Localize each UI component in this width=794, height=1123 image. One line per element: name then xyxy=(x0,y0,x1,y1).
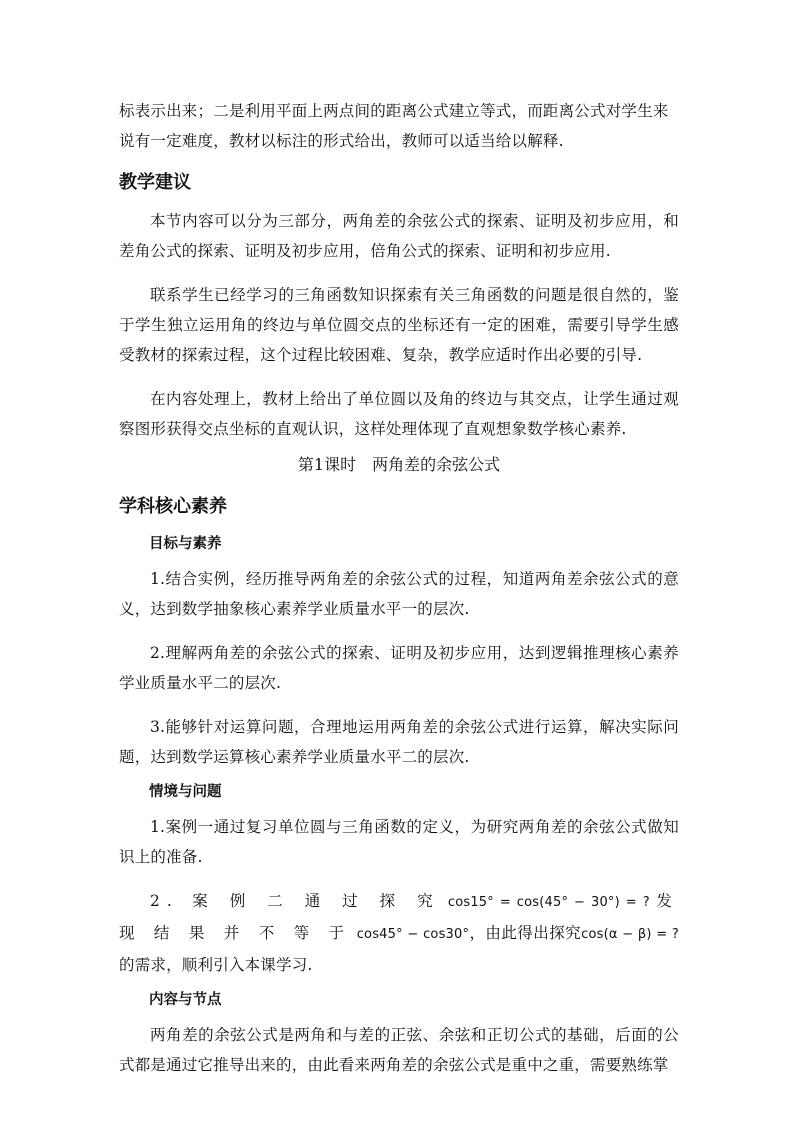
content-paragraph-1: 两角差的余弦公式是两角和与差的正弦、余弦和正切公式的基础，后面的公式都是通过它推导出来的，由此看来两角差的余弦公式是重中之重，需要熟练掌 xyxy=(119,1026,679,1074)
case-2 xyxy=(119,886,679,980)
teaching-paragraph-3: 在内容处理上，教材上给出了单位圆以及角的终边与其交点，让学生通过观察图形获得交点坐标的直观认识，这样处理体现了直观想象数学核心素养. xyxy=(119,390,679,438)
lesson-title: 第1课时 两角差的余弦公式 xyxy=(297,455,501,474)
case-2-formula-2: cos45° − cos30° xyxy=(356,927,470,942)
content-heading: 内容与节点 xyxy=(149,992,222,1008)
teaching-paragraph-2: 联系学生已经学习的三角函数知识探索有关三角函数的问题是很自然的，鉴于学生独立运用角的终边与单位圆交点的坐标还有一定的困难，需要引导学生感受教材的探索过程，这个过程比较困难、复杂，教学应适时作出必要的引导. xyxy=(119,286,679,364)
intro-line-1: 标表示出来；二是利用平面上两点间的距离公式建立等式，而距离公式对学生来 xyxy=(119,102,669,120)
case-2-prefix: 2. 案 例 二 通 过 探 究 xyxy=(150,892,442,910)
goal-3: 3.能够针对运算问题，合理地运用两角差的余弦公式进行运算，解决实际问题，达到数学运算核心素养学业质量水平二的层次. xyxy=(119,718,679,766)
case-1: 1.案例一通过复习单位圆与三角函数的定义，为研究两角差的余弦公式做知识上的准备. xyxy=(119,818,679,866)
intro-line-2: 说有一定难度，教材以标注的形式给出，教师可以适当给以解释. xyxy=(119,132,564,150)
goal-2: 2.理解两角差的余弦公式的探索、证明及初步应用，达到逻辑推理核心素养学业质量水平二的层次. xyxy=(119,644,679,692)
situation-heading: 情境与问题 xyxy=(149,784,222,800)
goals-heading: 目标与素养 xyxy=(149,536,222,552)
case-2-formula-3: cos(α − β) = ? xyxy=(581,927,680,942)
case-2-suffix: 的需求，顺利引入本课学习. xyxy=(119,956,313,974)
case-2-mid-2: ，由此得出探究 xyxy=(469,924,582,942)
teaching-paragraph-1: 本节内容可以分为三部分，两角差的余弦公式的探索、证明及初步应用，和差角公式的探索、证明及初步应用，倍角公式的探索、证明和初步应用. xyxy=(119,212,679,260)
case-2-mid: 发 现 结 果 并 不 等 于 xyxy=(119,892,679,942)
goal-1: 1.结合实例，经历推导两角差的余弦公式的过程，知道两角差余弦公式的意义，达到数学抽象核心素养学业质量水平一的层次. xyxy=(119,570,679,618)
teaching-suggestions-heading: 教学建议 xyxy=(119,172,191,193)
document-page xyxy=(119,96,679,1080)
core-literacy-heading: 学科核心素养 xyxy=(119,496,227,517)
case-2-formula-1: cos15° = cos(45° − 30°) = ? xyxy=(447,895,650,910)
